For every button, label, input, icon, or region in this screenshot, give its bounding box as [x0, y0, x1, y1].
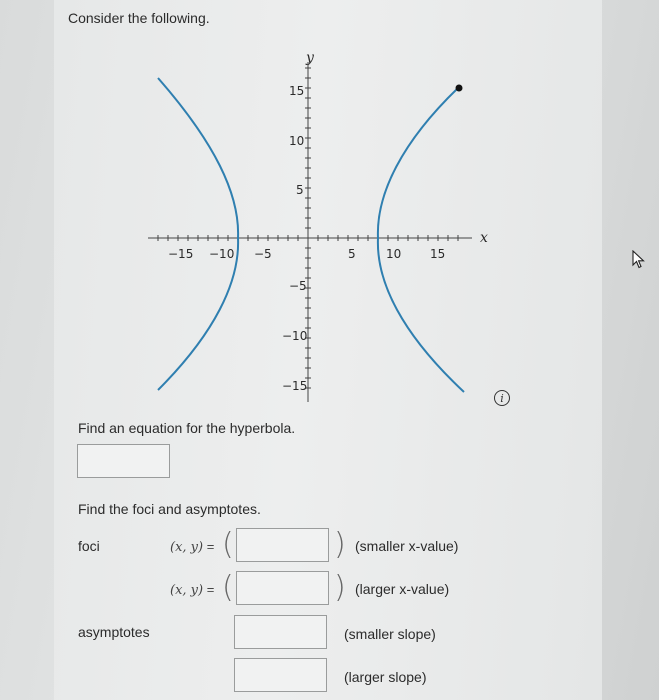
foci-larger-input[interactable] [236, 571, 329, 605]
foci-smaller-hint: (smaller x-value) [355, 538, 459, 554]
y-tick-label: −5 [289, 279, 307, 293]
y-axis-label: y [306, 50, 314, 66]
x-tick-label: 5 [348, 247, 356, 261]
foci-asymptotes-question: Find the foci and asymptotes. [78, 501, 261, 517]
open-paren: ( [222, 570, 234, 605]
y-tick-label: −15 [282, 379, 308, 393]
hyperbola-right-branch [378, 88, 464, 392]
mouse-cursor-icon [632, 250, 646, 275]
equation-question: Find an equation for the hyperbola. [78, 420, 296, 436]
foci-smaller-input[interactable] [236, 528, 329, 562]
asymptote-smaller-input[interactable] [234, 615, 327, 649]
equation-answer-input[interactable] [77, 444, 170, 478]
curve-endpoint-dot [456, 85, 463, 92]
x-axis-label: x [480, 230, 488, 246]
intro-text: Consider the following. [68, 10, 210, 26]
x-tick-label: −10 [209, 247, 235, 261]
hyperbola-left-branch [158, 78, 238, 390]
foci-xy-label: (x, y) = [170, 539, 215, 555]
close-paren: ) [334, 527, 346, 562]
asymptotes-label: asymptotes [78, 624, 150, 640]
y-tick-label: 15 [289, 84, 305, 98]
foci-xy-label: (x, y) = [170, 582, 215, 598]
asymptote-larger-hint: (larger slope) [344, 669, 427, 685]
x-tick-label: −15 [168, 247, 194, 261]
x-tick-label: 15 [430, 247, 446, 261]
foci-label: foci [78, 538, 100, 554]
x-tick-label: −5 [254, 247, 272, 261]
y-tick-label: −10 [282, 329, 308, 343]
hyperbola-graph [144, 40, 494, 410]
asymptote-larger-input[interactable] [234, 658, 327, 692]
graph-svg [144, 40, 494, 410]
info-icon[interactable]: i [494, 390, 510, 406]
y-tick-label: 5 [296, 183, 304, 197]
open-paren: ( [222, 527, 234, 562]
close-paren: ) [334, 570, 346, 605]
y-tick-label: 10 [289, 134, 305, 148]
asymptote-smaller-hint: (smaller slope) [344, 626, 436, 642]
foci-larger-hint: (larger x-value) [355, 581, 450, 597]
x-tick-label: 10 [386, 247, 402, 261]
